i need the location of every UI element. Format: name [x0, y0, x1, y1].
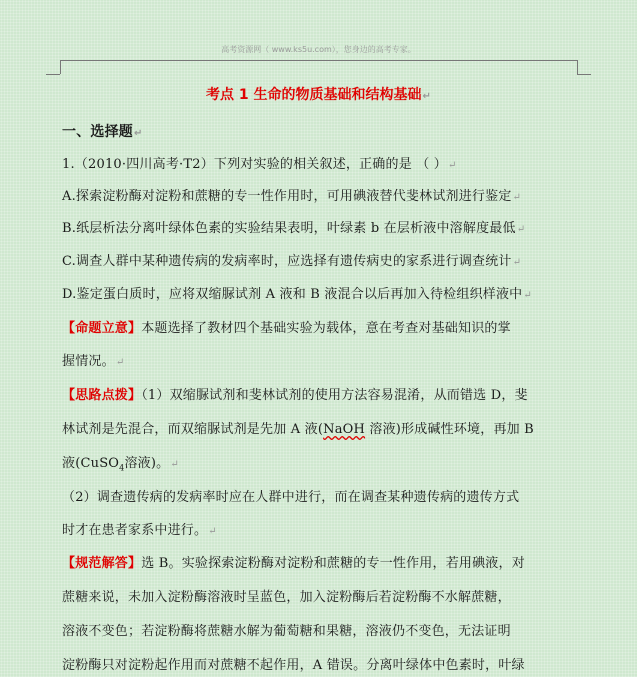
answer-paragraph-line-1: 【规范解答】选 B。实验探索淀粉酶对淀粉和蔗糖的专一性作用，若用碘液，对 — [62, 556, 525, 571]
option-d: D.鉴定蛋白质时，应将双缩脲试剂 A 液和 B 液混合以后再加入待检组织样液中↵ — [62, 287, 532, 302]
intent-paragraph-line-1: 【命题立意】本题选择了教材四个基础实验为载体，意在考查对基础知识的掌 — [62, 321, 511, 336]
idea-paragraph-line-1: 【思路点拨】（1）双缩脲试剂和斐林试剂的使用方法容易混淆，从而错选 D，斐 — [62, 388, 528, 403]
answer-label: 【规范解答】 — [62, 556, 142, 571]
option-b: B.纸层析法分离叶绿体色素的实验结果表明，叶绿素 b 在层析液中溶解度最低↵ — [62, 221, 526, 236]
margin-corner-left — [60, 60, 61, 74]
idea-paragraph-line-3: 液(CuSO$_4$溶液)。↵ — [62, 456, 179, 473]
answer-paragraph-line-4: 淀粉酶只对淀粉起作用而对蔗糖不起作用，A 错误。分离叶绿体中色素时，叶绿 — [62, 658, 525, 673]
answer-paragraph-line-3: 溶液不变色；若淀粉酶将蔗糖水解为葡萄糖和果糖，溶液仍不变色，无法证明 — [62, 624, 511, 639]
page-header-text: 高考资源网（ www.ks5u.com），您身边的高考专家。 — [221, 45, 416, 54]
answer-paragraph-line-2: 蔗糖来说，未加入淀粉酶溶液时呈蓝色，加入淀粉酶后若淀粉酶不水解蔗糖， — [62, 590, 511, 605]
idea-paragraph-line-4: （2）调查遗传病的发病率时应在人群中进行，而在调查某种遗传病的遗传方式 — [62, 490, 520, 505]
option-a: A.探索淀粉酶对淀粉和蔗糖的专一性作用时，可用碘液替代斐林试剂进行鉴定↵ — [62, 189, 522, 204]
naoh-misspelling-mark: NaOH — [323, 422, 366, 437]
idea-label: 【思路点拨】 — [62, 388, 142, 403]
header-rule — [60, 60, 577, 61]
idea-paragraph-line-5: 时才在患者家系中进行。↵ — [62, 523, 217, 538]
section-heading: 一、选择题↵ — [62, 124, 143, 140]
question-stem: 1.（2010·四川高考·T2）下列对实验的相关叙述，正确的是 （ ）↵ — [62, 157, 457, 172]
idea-paragraph-line-2: 林试剂是先混合，而双缩脲试剂是先加 A 液(NaOH 溶液)形成碱性环境，再加 B — [62, 422, 534, 437]
option-c: C.调查人群中某种遗传病的发病率时，应选择有遗传病史的家系进行调查统计↵ — [62, 254, 522, 269]
intent-paragraph-line-2: 握情况。↵ — [62, 354, 125, 369]
margin-tick-right — [577, 74, 591, 75]
margin-tick-left — [46, 74, 60, 75]
document-title: 考点 1 生命的物质基础和结构基础↵ — [206, 87, 431, 103]
intent-label: 【命题立意】 — [62, 321, 142, 336]
margin-corner-right — [577, 60, 578, 74]
